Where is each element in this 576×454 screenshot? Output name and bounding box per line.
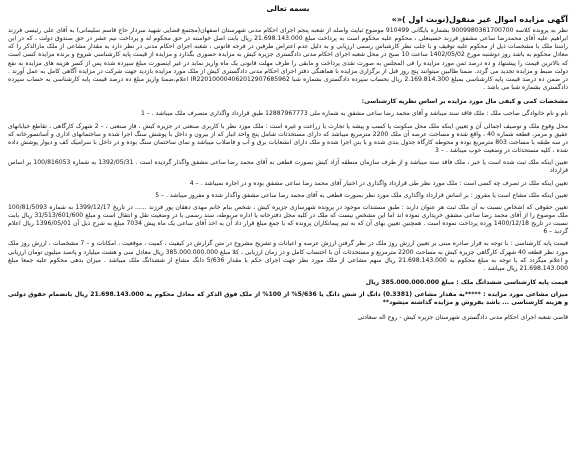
section-title: مشخصات کمی و کیفی مال مورد مزایده بر اساس نظریه کارشناسی: <box>361 98 568 106</box>
item-owner: نام و نام خانوادگی صاحب ملک : ملک فاقد سند میباشد و آقای محمد رضا ساعی مشفق به شماره ملی 12887967773 طبق قرارداد واگذاری متصرف ملک میباشد . – 1 <box>141 110 568 118</box>
basmala-heading: بسمه تعالی <box>266 4 310 13</box>
item-registration: تعیین اینکه ملک ثبت شده است یا خیر ، ملک فاقد سند میباشد و از طرف سازمان منطقه آزاد کیش بصورت قطعی به آقای محمد رضا ساعی مشفق واگذار گردیده است . 1392/05/31 به شماره 100/816053 بر اساس قرارداد <box>8 159 568 175</box>
intro-paragraph: نظر به پرونده کلاسه 9009980361700700 بشماره بایگانی 910499 موضوع ثبایت واصله از شعبه پنجم اجرای احکام مدنی شهرستان اصفهان(مجتمع قضایی شهید سردار حاج قاسم سلیمانی) به آقای علی رئیسی فرزند ابراهیم علیه آقای محمدرضا ساعی مشفق فرزند حسینعلی ، محکوم علیه محکوم است به پرداخت مبلغ 21.698.143.000 ریال بابت اصل خواسته در حق محکوم له و پرداخت نیم عشر در حق صندوق دولت ، که در این راستا ملک با مشخصات ذیل از محکوم علیه توقیف و با جلب نظر کارشناس رسمی ارزیابی و به دلیل عدم اعتراض طرفین در فرجه قانونی ، شعبه اجرای احکام مدنی در نظر دارد به مقدار مشاعی از ملک مارالذکر را که معادل محکوم به باشد روز دوشنبه مورخ 1402/05/02 ساعت 10 صبح در محل شعبه اجرای احکام مدنی دادگستری جزیره کیش به مزایده حضوری بگذارد و مزایده از قیمت پایه کارشناسی شروع و برنده مزایده کسی است که بالاترین قیمت را پیشنهاد و ده درصد ثمن مورد مزایده را فی المجلس به صورت نقدی پرداخت و مابقی را ظرف مهلت قانونی یک ماه واریز نماید در غیر اینصورت مبلغ سپرده شده پس از کسر هزینه های مزایده به نفع دولت ضبط و مزایده تجدید می گردد. ضمنا طالبین میتوانند پنج روز قبل از برگزاری مزایده با هماهنگی دفتر اجرای احکام مدنی دادگستری کیش از ملک مورد مزایده بازدید جهت شرکت در مزایده آگاهی کامل به عمل آورند . در ضمن ده درصد قیمت پایه کارشناسی بمبلغ 2.169.814.300 ریال بحساب سپرده دادگستری بشماره شبا IR220100004062012907685962 اعلام،ضمنا واریز مبلغ ده درصد قیمت پایه کارشناسی به حساب سپرده دادگستری بشماره شبا می باشد . <box>8 27 568 92</box>
item-base-valuation: قیمت پایه کارشناسی : با توجه به قرار صادره مبنی بر تعیین ارزش روز ملک در نظر گرفتن ارزش عرصه و اعیانات و تشریح مشروح در متن گزارش در کیفیت ، کمیت ، موقعیت ، امکانات و – 7 مشخصات ، ارزش روز ملک مورد نظر قطعه 40 شهرک کارگاهی جزیره کیش به مساحت 2200 مترمربع و مستحدثات آن با احتساب کامل و در زمان ارزیابی ، کلا مبلغ 385.000.000.000 ریال معادل سی و هشت میلیارد و پانصد میلیون تومان ارزیابی و اعلام میگردد که با توجه به مبلغ محکوم به 21.698.143.000 ریال سهم مشاعی از ملک مورد نظر جهت اجرای حکم با مقدار 5/636 دانگ مشاع از ششدانگ ملک میباشد . میزان بدهی محکوم علیه جمعا مبلغ 21.698.143.000 ریال میباشد . <box>8 240 569 272</box>
base-price-line: قیمت پایه کارشناسی ششدانگ ملک : مبلغ 385.000.000.000 ریال <box>365 279 568 287</box>
signature-line: قاضی شعبه اجرای احکام مدنی دادگستری شهرستان جزیره کیش - روح اله سعادتی <box>357 313 568 321</box>
notice-title: آگهی مزایده اموال غیر منقول(نوبت اول )«» <box>391 15 568 24</box>
item-possession: تعیین اینکه ملک در تصرف چه کسی است : ملک مورد نظر طی قرارداد واگذاری در اختیار آقای محمد رضا ساعی مشفق بوده و در اجاره نمیباشد . – 4 <box>189 179 568 187</box>
share-line: میزان مشاعی مورد مزایده : *****به مقدار مشاعی (0.3381) دانگ از شش دانگ یا 5/636% از 100% از ملک فوق الذکر که معادل محکوم به 21.698.143.000 ریال بانضمام حقوق دولتی و هزینه کارشناسی ... باشد بفروش و مزایده گذاشته میشود** <box>8 291 568 307</box>
auction-notice <box>8 4 568 446</box>
item-location: محل وقوع ملک و توصیف اجمالی آن و تعیین اینکه ملک محل سکونت یا کسب و پیشه یا تجارت یا زراعت و غیره است : ملک مورد نظر با کاربری صنعتی در جزیره کیش ، فاز صنعتی ، – 2 شهرک کارگاهی ، تقاطع خیابانهای عقیق و مرمر، قطعه شماره 40 ، واقع شده و مساحت عرصه آن ملک 2200 مترمربع میباشد که دارای مستحدثات شامل پنج واحد انبار که از بیرون و داخل با پوشش سنگ اجرا شده و ساختمانهای اداری و آسانسورخانه که در سه طبقه با مساحت 803 مترمربع بوده و محوطه کارگاه جدول بندی شده و با بتن اجرا شده و ملک دارای انشعابات برق و آب و فاضلاب میباشد و نمای ساختمان سنگ بوده و در داخل با سرامیک کف و دیوار پوشش داده شده ، کلیه مستحدثات در وضعیت خوب میباشد . – 3 <box>8 122 568 155</box>
item-ownership-type: تعیین اینکه ملک مشاع است یا مفروز : بر اساس قرارداد واگذاری ملک مورد نظر بصورت قطعی به آقای محمد رضا ساعی مشفق واگذار شده و مفروز میباشد . – 5 <box>155 191 568 199</box>
item-third-party-rights: تعیین حقوقی که اشخاص نسبت به آن ملک ثبت هر عنوان دارند : طبق مستندات موجود در پرونده شهرسازی جزیره کیش ، شخص بنام خانم مهدی دهقان پور فرزند ...... در تاریخ 1399/12/17 به شماره 100/81/5093 ملک موضوع را از آقای محمد رضا ساعی مشفق خریداری نموده اند اما این مشخص نیست که ملک در کلیه محل دفترخانه یا اداره مربوطه، سند رسمی یا در وضعیت نقل و انتقال است و مبلغ 31/513/601/600 ریال بابت نسبت در تاریخ 1400/12/18 ورده پرداخت نموده است . همچنین تعیین بهای آن که به تیم پیمانکاران پرونده که با جمع مبلغ قرار داد آن به اخذ آقای ساعی یک ماه پیش 7034 مبلغ به شرح ذیل آن 1396/05/01 ریال اعلام گردید – 6 <box>8 203 569 236</box>
